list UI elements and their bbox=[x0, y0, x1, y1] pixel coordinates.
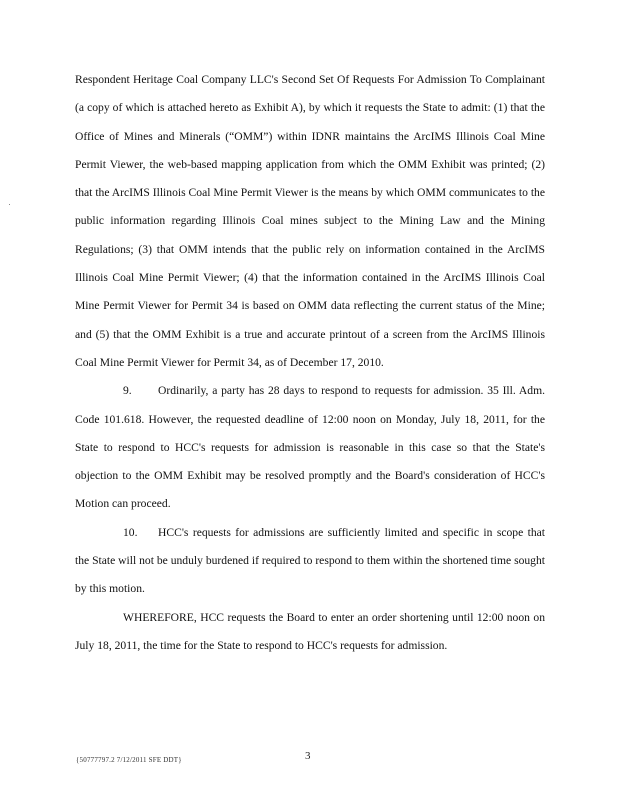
paragraph-text: HCC's requests for admissions are sufficiently limited and specific in scope that the State will not be unduly burdened if required to respond to them within the shortened time sought by this motion. bbox=[75, 525, 545, 596]
paragraph-continuation bbox=[75, 66, 545, 377]
paragraph-number: 9. bbox=[123, 384, 132, 398]
paragraph-text: Respondent Heritage Coal Company LLC's Second Set Of Requests For Admission To Complainant (a copy of which is attached hereto as Exhibit A), by which it requests the State to admit: (1) that the Office of Mines and Minerals (“OMM”) within IDNR maintains the ArcIMS Illinois Coal Mine Permit Viewer, the web-based mapping application from which the OMM Exhibit was printed; (2) that the ArcIMS Illinois Coal Mine Permit Viewer is the means by which OMM communicates to the public information regarding Illinois Coal mines subject to the Mining Law and the Mining Regulations; (3) that OMM intends that the public rely on information contained in the ArcIMS Illinois Coal Mine Permit Viewer; (4) that the information contained in the ArcIMS Illinois Coal Mine Permit Viewer for Permit 34 is based on OMM data reflecting the current status of the Mine; and (5) that the OMM Exhibit is a true and accurate printout of a screen from the ArcIMS Illinois Coal Mine Permit Viewer for Permit 34, as of December 17, 2010. bbox=[75, 73, 545, 369]
document-body bbox=[75, 66, 545, 660]
paragraph-wherefore bbox=[75, 604, 545, 661]
margin-mark bbox=[9, 204, 10, 205]
footer-document-id: {50777797.2 7/12/2011 SFE DDT} bbox=[76, 756, 182, 764]
paragraph-text: Ordinarily, a party has 28 days to respond to requests for admission. 35 Ill. Adm. Code 101.618. However, the requested deadline of 12:00 noon on Monday, July 18, 2011, for the State to respond to HCC's requests for admission is reasonable in this case so that the State's objection to the OMM Exhibit may be resolved promptly and the Board's consideration of HCC's Motion can proceed. bbox=[75, 384, 545, 511]
page-number: 3 bbox=[305, 750, 311, 762]
paragraph-number: 10. bbox=[123, 525, 138, 539]
paragraph-10 bbox=[75, 519, 545, 604]
paragraph-text: WHEREFORE, HCC requests the Board to enter an order shortening until 12:00 noon on July 18, 2011, the time for the State to respond to HCC's requests for admission. bbox=[75, 610, 545, 652]
paragraph-9 bbox=[75, 377, 545, 518]
